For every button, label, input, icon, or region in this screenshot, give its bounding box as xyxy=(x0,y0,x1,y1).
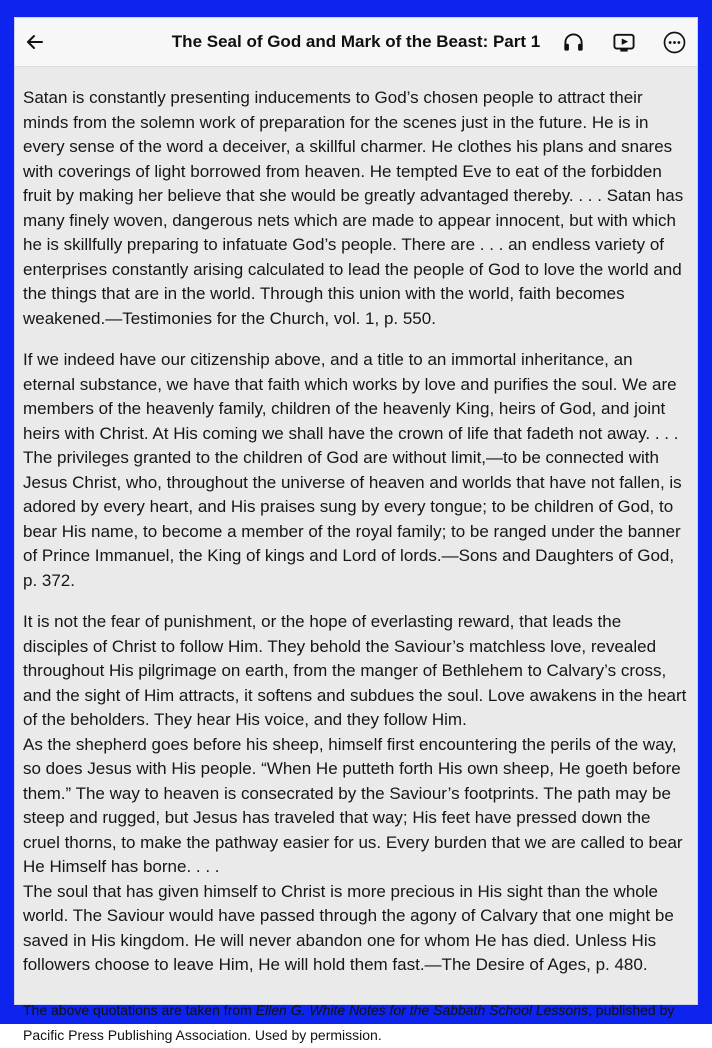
more-button[interactable] xyxy=(660,28,689,57)
paragraph: If we indeed have our citizenship above, and a title to an immortal inheritance, an eternal substance, we have that faith which works by love and purifies the soul. We are members of the heavenly family, children of the heavenly King, heirs of God, and joint heirs with Christ. At His coming we shall have the crown of life that fadeth not away. . . . xyxy=(23,350,679,443)
attribution-prefix: The above quotations are taken from xyxy=(23,1001,256,1018)
quote-block xyxy=(23,86,689,331)
page-title: The Seal of God and Mark of the Beast: Part 1 xyxy=(171,32,541,51)
paragraph: The privileges granted to the children of God are without limit,—to be connected with Jesus Christ, who, throughout the universe of heaven and worlds that have not fallen, is adored by every heart, and His praises sung by every tongue; to be children of God, to bear His name, to become a member of the royal family; to be ranged under the banner of Prince Immanuel, the King of kings and Lord of lords.—Sons and Daughters of God, p. 372. xyxy=(23,448,682,590)
attribution-suffix: , published by Pacific Press Publishing Association. Used by permission. xyxy=(23,1001,675,1043)
quote-block xyxy=(23,348,689,593)
paragraph: It is not the fear of punishment, or the hope of everlasting reward, that leads the disciples of Christ to follow Him. They behold the Saviour’s matchless love, revealed throughout His pilgrimage on earth, from the manger of Bethlehem to Calvary’s cross, and the sight of Him attracts, it softens and subdues the soul. Love awakens in the heart of the beholders. They hear His voice, and they follow Him. xyxy=(23,612,687,729)
paragraph: Satan is constantly presenting inducements to God’s chosen people to attract their minds from the solemn work of preparation for the scenes just in the future. He is in every sense of the word a deceiver, a skillful charmer. He clothes his plans and snares with coverings of light borrowed from heaven. He tempted Eve to eat of the forbidden fruit by making her believe that she would be greatly advantaged thereby. . . . Satan has many finely woven, dangerous nets which are made to appear innocent, but with which he is skillfully preparing to infatuate God’s people. There are . . . an endless variety of enterprises constantly arising calculated to lead the people of God to love the world and the things that are in the world. Through this union with the world, faith becomes weakened.—Testimonies for the Church, vol. 1, p. 550. xyxy=(23,88,684,328)
app-header xyxy=(15,18,697,67)
headphones-icon xyxy=(561,30,586,55)
reader-panel xyxy=(15,18,697,1043)
attribution-book-title: Ellen G. White Notes for the Sabbath School Lessons xyxy=(255,1001,588,1018)
audio-button[interactable] xyxy=(559,28,588,57)
attribution-note xyxy=(23,998,689,1048)
paragraph: The soul that has given himself to Christ is more precious in His sight than the whole world. The Saviour would have passed through the agony of Calvary that one might be saved in His kingdom. He will never abandon one for whom He has died. Unless His followers choose to leave Him, He will hold them fast.—The Desire of Ages, p. 480. xyxy=(23,881,674,974)
quote-block xyxy=(23,610,689,978)
video-play-icon xyxy=(611,30,637,55)
video-button[interactable] xyxy=(609,28,639,57)
header-actions xyxy=(559,28,691,57)
paragraph: As the shepherd goes before his sheep, himself first encountering the perils of the way, so does Jesus with His people. “When He putteth forth His own sheep, He goeth before them.” The way to heaven is consecrated by the Saviour’s footprints. The path may be steep and rugged, but Jesus has traveled that way; His feet have pressed down the cruel thorns, to make the pathway easier for us. Every burden that we are called to bear He Himself has borne. . . . xyxy=(23,734,683,876)
back-button[interactable] xyxy=(21,28,49,56)
ellipsis-icon xyxy=(662,30,687,55)
back-arrow-icon xyxy=(23,30,47,54)
document-body xyxy=(15,67,697,1048)
